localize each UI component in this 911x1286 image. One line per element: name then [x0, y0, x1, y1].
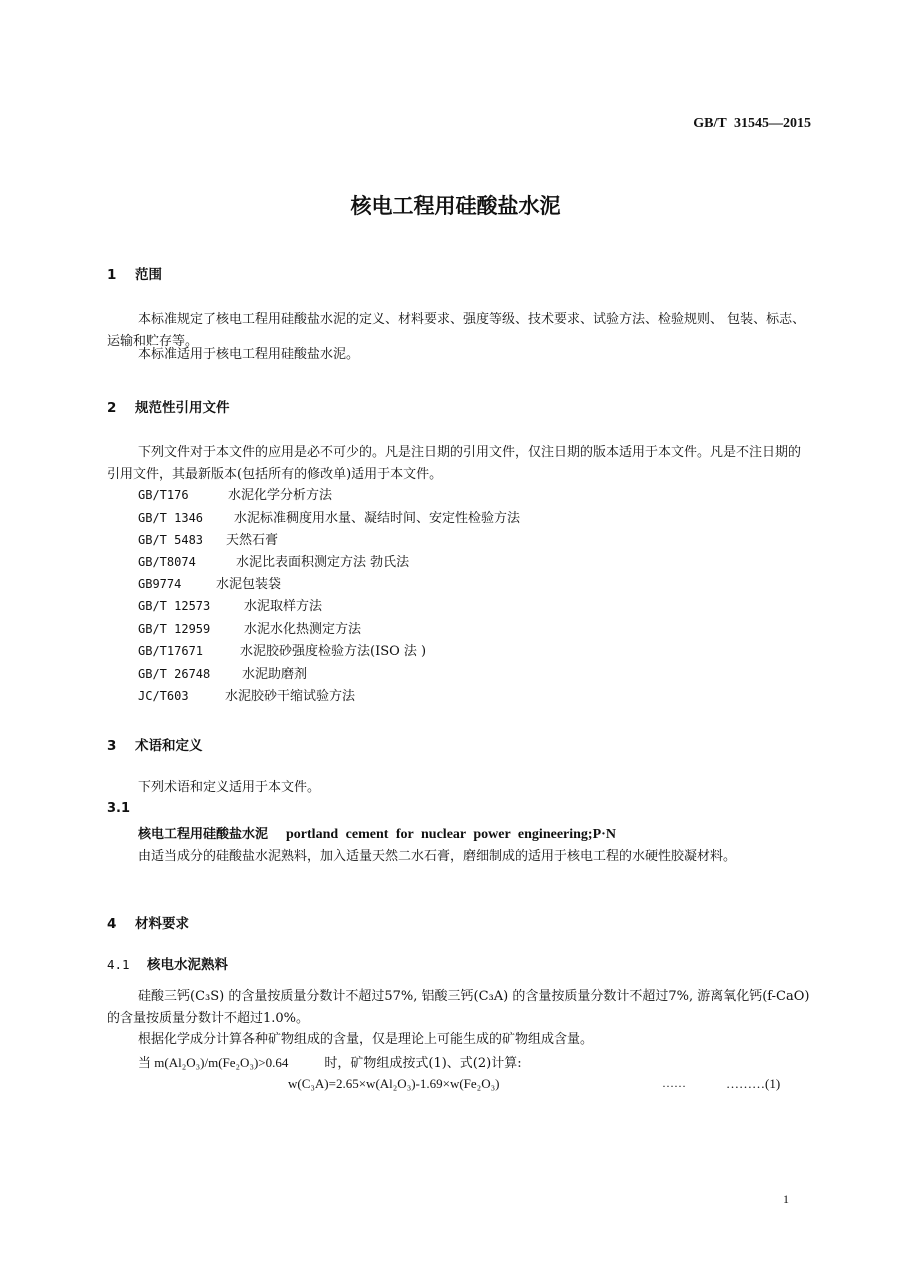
term-number: 3.1	[107, 801, 131, 816]
ratio-condition: 当 m(Al₂O₃)/m(Fe₂O₃)>0.64	[138, 1055, 289, 1070]
reference-code: GB/T17671	[138, 644, 204, 658]
term-chinese: 核电工程用硅酸盐水泥	[138, 827, 269, 842]
section-title: 规范性引用文件	[135, 400, 230, 416]
reference-code: GB/T 1346	[138, 511, 204, 525]
reference-code: JC/T603	[138, 689, 189, 703]
document-title: 核电工程用硅酸盐水泥	[350, 194, 561, 218]
reference-item	[138, 663, 307, 686]
section-number: 2	[107, 400, 117, 416]
mineral-calc-note: 根据化学成分计算各种矿物组成的含量，仅是理论上可能生成的矿物组成含量。	[138, 1032, 594, 1047]
reference-item	[138, 573, 281, 596]
reference-title: 水泥取样方法	[244, 599, 323, 614]
reference-item	[138, 551, 409, 574]
section-number: 1	[107, 267, 117, 283]
reference-title: 水泥标准稠度用水量、凝结时间、安定性检验方法	[234, 511, 521, 526]
section-number: 4	[107, 916, 117, 932]
section-1-heading	[107, 263, 162, 283]
page-number: 1	[783, 1192, 789, 1206]
scope-applicability: 本标准适用于核电工程用硅酸盐水泥。	[138, 347, 360, 362]
reference-item	[138, 595, 322, 618]
section-title: 术语和定义	[135, 738, 203, 754]
reference-item	[138, 529, 278, 552]
section-title: 范围	[135, 267, 162, 283]
reference-code: GB/T 12573	[138, 599, 211, 613]
clinker-requirements: 硅酸三钙(C₃S) 的含量按质量分数计不超过57%, 铝酸三钙(C₃A) 的含量按质量分数计不超过7%, 游离氧化钙(f-CaO) 的含量按质量分数计不超过1.0%。	[107, 989, 810, 1026]
reference-code: GB/T 26748	[138, 667, 211, 681]
term-english: portland cement for nuclear power engineering;P·N	[286, 827, 616, 842]
condition-text: 时，矿物组成按式(1)、式(2)计算:	[324, 1056, 522, 1071]
section-3-heading	[107, 734, 203, 754]
subsection-title: 核电水泥熟料	[147, 957, 228, 973]
standard-number: GB/T 31545—2015	[693, 116, 811, 131]
reference-code: GB/T 12959	[138, 622, 211, 636]
reference-title: 水泥水化热测定方法	[244, 622, 362, 637]
reference-code: GB9774	[138, 577, 182, 591]
formula-number: ………(1)	[726, 1076, 781, 1091]
formula-condition	[138, 1052, 522, 1075]
formula-leader-dots: ……	[662, 1076, 686, 1090]
reference-title: 水泥比表面积测定方法 勃氏法	[236, 555, 410, 570]
reference-item	[138, 685, 355, 708]
reference-title: 水泥助磨剂	[242, 667, 308, 682]
section-number: 3	[107, 738, 117, 754]
reference-code: GB/T8074	[138, 555, 196, 569]
section-4-heading	[107, 912, 189, 932]
reference-title: 水泥胶砂强度检验方法(ISO 法 )	[240, 644, 427, 659]
formula-1: w(C₃A)=2.65×w(Al₂O₃)-1.69×w(Fe₂O₃)	[288, 1076, 500, 1091]
references-intro: 下列文件对于本文件的应用是必不可少的。凡是注日期的引用文件，仅注日期的版本适用于本文件。凡是不注日期的引用文件，其最新版本(包括所有的修改单)适用于本文件。	[107, 445, 802, 482]
reference-title: 水泥胶砂干缩试验方法	[225, 689, 356, 704]
reference-item	[138, 640, 426, 663]
term-definition: 由适当成分的硅酸盐水泥熟料，加入适量天然二水石膏，磨细制成的适用于核电工程的水硬性胶凝材料。	[138, 849, 737, 864]
scope-paragraph: 本标准规定了核电工程用硅酸盐水泥的定义、材料要求、强度等级、技术要求、试验方法、检验规则、 包装、标志、运输和贮存等。	[107, 312, 806, 349]
section-title: 材料要求	[135, 916, 189, 932]
terms-intro: 下列术语和定义适用于本文件。	[138, 780, 321, 795]
reference-code: GB/T 5483	[138, 533, 204, 547]
reference-item	[138, 618, 361, 641]
reference-code: GB/T176	[138, 488, 189, 502]
term-entry	[138, 823, 616, 843]
subsection-number: 4.1	[107, 957, 130, 972]
section-2-heading	[107, 396, 230, 416]
reference-title: 水泥包装袋	[216, 577, 282, 592]
reference-item	[138, 507, 520, 530]
reference-title: 天然石膏	[226, 533, 279, 548]
subsection-4-1-heading	[107, 953, 228, 973]
reference-title: 水泥化学分析方法	[228, 488, 333, 503]
reference-item	[138, 484, 332, 507]
